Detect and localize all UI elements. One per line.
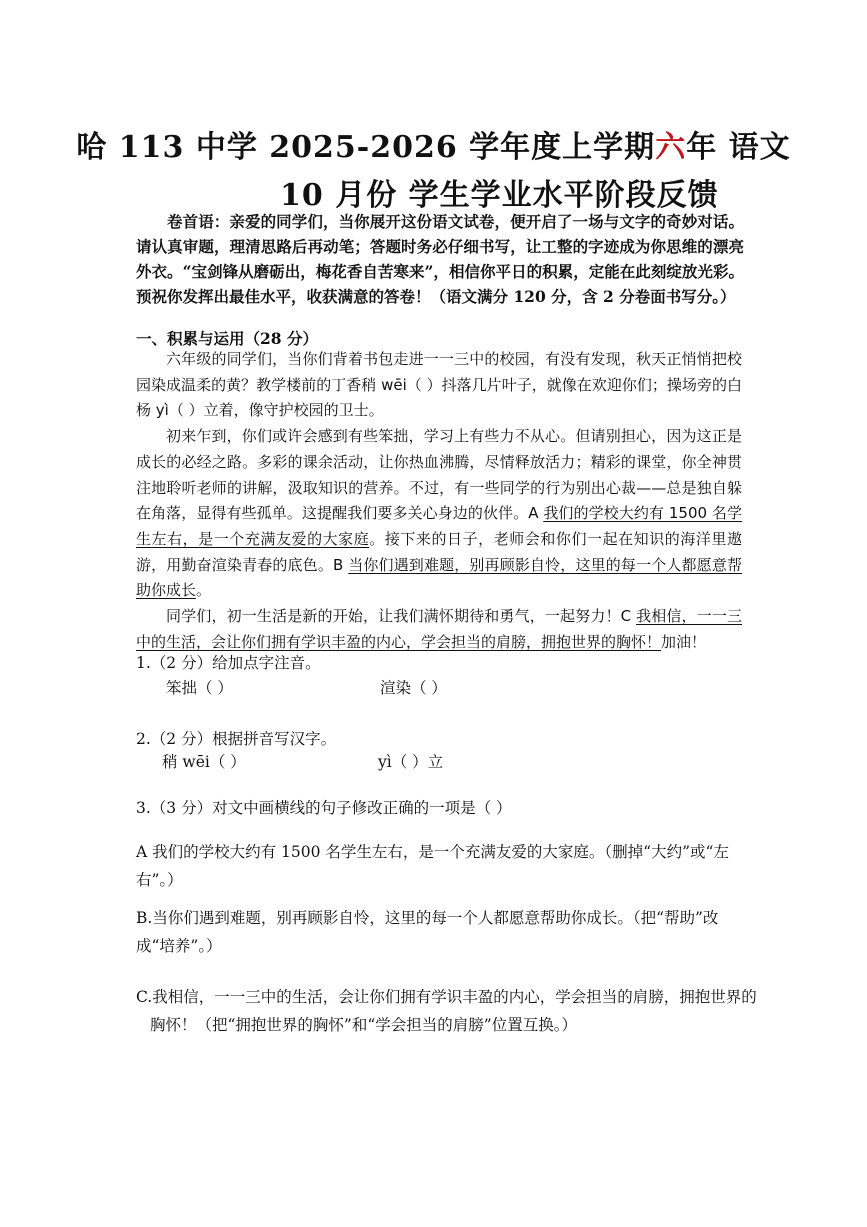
question-2: 2.（2 分）根据拼音写汉字。: [136, 730, 337, 748]
question-1: 1.（2 分）给加点字注音。: [136, 654, 321, 672]
p2-text-c: 。: [196, 581, 212, 600]
passage-paragraph-1: 六年级的同学们，当你们背着书包走进一一三中的校园，有没有发现，秋天正悄悄把校园染成温柔的黄？教学楼前的丁香稍 wēi（ ）抖落几片叶子，就像在欢迎你们；操场旁的白杨 yì（ ）立着，像守护校园的卫士。: [136, 350, 742, 420]
underlined-sentence-b: 当你们遇到难题，别再顾影自怜，这里的每一个人都愿意帮助你成长: [136, 555, 742, 600]
q3-option-b: B.当你们遇到难题，别再顾影自怜，这里的每一个人都愿意帮助你成长。（把“帮助”改成“培养”。）: [136, 909, 719, 955]
title-part-b: 年 语文: [686, 130, 791, 165]
q2-item-2: yì（ ）立: [378, 753, 444, 771]
q2-item-1: 稍 wēi（ ）: [162, 753, 246, 771]
q3-option-c: C.我相信，一一三中的生活，会让你们拥有学识丰盈的内心，学会担当的肩膀，拥抱世界的胸怀！（把“拥抱世界的胸怀”和“学会担当的肩膀”位置互换。）: [136, 988, 757, 1034]
title-grade-red: 六: [655, 130, 687, 165]
title-part-a: 哈 113 中学 2025-2026 学年度上学期: [76, 130, 656, 165]
passage-paragraph-3: [136, 604, 742, 655]
underlined-sentence-c: 我相信，一一三中的生活，会让你们拥有学识丰盈的内心，学会担当的肩膀，拥抱世界的胸怀！: [136, 607, 742, 651]
p3-text-a: 同学们，初一生活是新的开始，让我们满怀期待和勇气，一起努力！C: [166, 607, 637, 626]
q1-word-1: 笨拙（ ）: [166, 679, 233, 697]
underlined-sentence-a: 我们的学校大约有 1500 名学生左右，是一个充满友爱的大家庭: [136, 504, 742, 548]
question-3: 3.（3 分）对文中画横线的句子修改正确的一项是（ ）: [136, 799, 512, 817]
reading-passage: [136, 347, 742, 655]
p2-text-a: 初来乍到，你们或许会感到有些笨拙，学习上有些力不从心。但请别担心，因为这正是成长的必经之路。多彩的课余活动，让你热血沸腾，尽情释放活力；精彩的课堂，你全神贯注地聆听老师的讲解，汲取知识的营养。不过，有一些同学的行为别出心裁——总是独自躲在角落，显得有些孤单。这提醒我们要多关心身边的伙伴。A: [136, 427, 742, 523]
preface-text: 卷首语：亲爱的同学们，当你展开这份语文试卷，便开启了一场与文字的奇妙对话。请认真审题，理清思路后再动笔；答题时务必仔细书写，让工整的字迹成为你思维的漂亮外衣。“宝剑锋从磨砺出，梅花香自苦寒来”，相信你平日的积累，定能在此刻绽放光彩。预祝你发挥出最佳水平，收获满意的答卷！（语文满分 120 分，含 2 分卷面书写分。）: [136, 212, 744, 306]
passage-paragraph-2: [136, 424, 742, 604]
q1-word-2: 渲染（ ）: [380, 679, 447, 697]
p2-text-b: 。接下来的日子，老师会和你们一起在知识的海洋里遨游，用勤奋渲染青春的底色。B: [136, 529, 742, 574]
exam-subtitle: 10 月份 学生学业水平阶段反馈: [280, 178, 719, 213]
q3-option-a: A 我们的学校大约有 1500 名学生左右，是一个充满友爱的大家庭。（删掉“大约”或“左右”。）: [136, 843, 729, 889]
section-heading: 一、积累与运用（28 分）: [136, 329, 318, 348]
exam-title: [0, 122, 867, 166]
p3-text-b: 加油！: [661, 632, 707, 651]
